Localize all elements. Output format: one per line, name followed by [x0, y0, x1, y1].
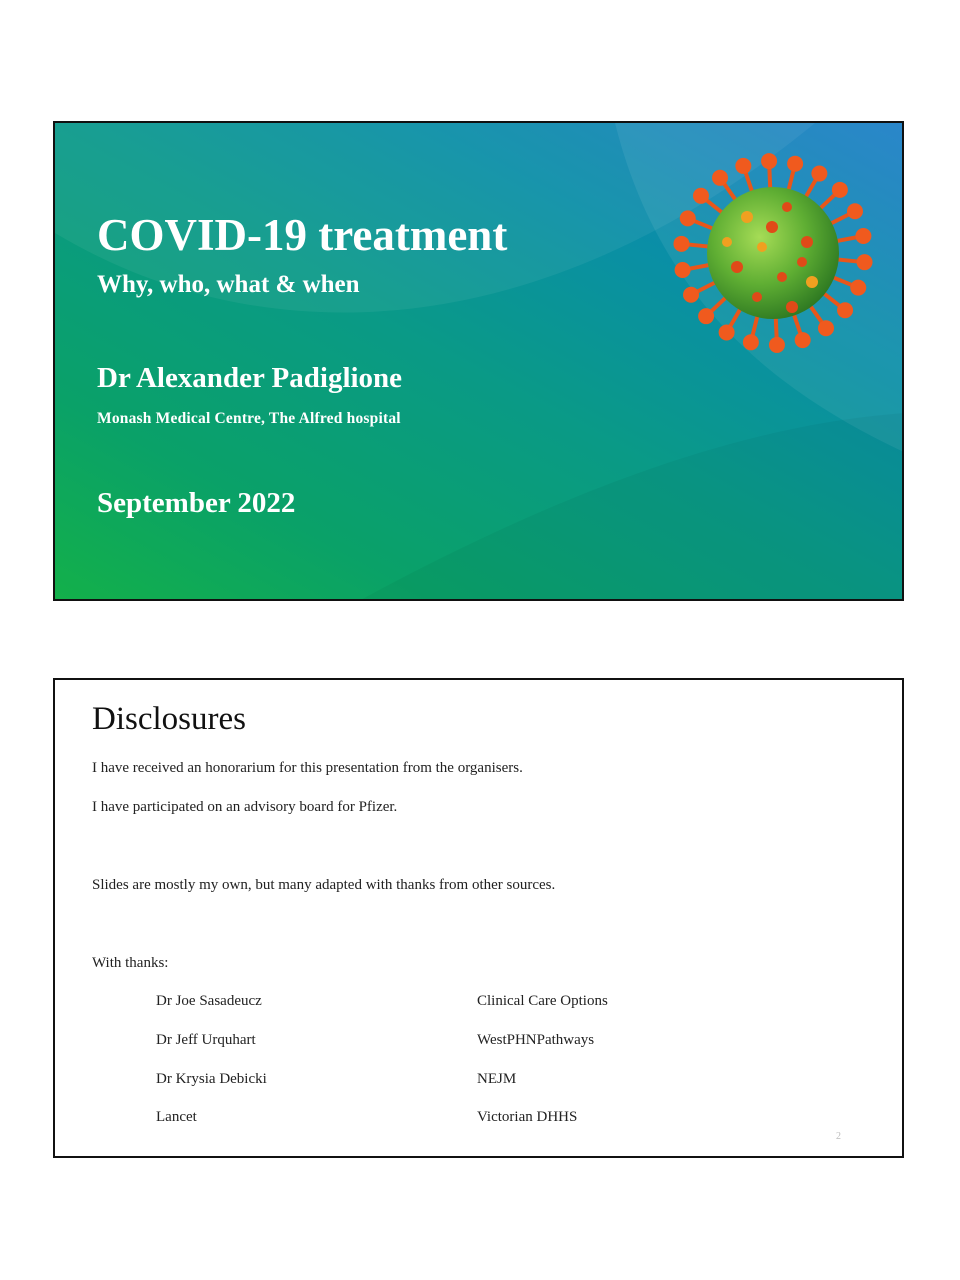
thanks-item: Victorian DHHS [477, 1109, 578, 1125]
virus-surface-protein [797, 257, 807, 267]
virus-spike-head [680, 210, 696, 226]
virus-spike-head [795, 332, 811, 348]
virus-spike-head [719, 324, 735, 340]
virus-spike-head [818, 320, 834, 336]
thanks-item: Clinical Care Options [477, 993, 608, 1009]
slides-sources-note: Slides are mostly my own, but many adapted with thanks from other sources. [92, 877, 556, 893]
disclosures-slide [53, 678, 904, 1158]
virus-spike-head [675, 262, 691, 278]
virus-spike-head [837, 302, 853, 318]
virus-spike-head [761, 153, 777, 169]
virus-spike-head [693, 188, 709, 204]
presentation-date: September 2022 [97, 487, 296, 519]
virus-surface-protein [757, 242, 767, 252]
slide-title: Disclosures [92, 701, 246, 737]
presenter-affiliation: Monash Medical Centre, The Alfred hospital [97, 410, 401, 427]
disclosure-honorarium: I have received an honorarium for this presentation from the organisers. [92, 760, 523, 776]
thanks-item: Dr Krysia Debicki [156, 1071, 267, 1087]
virus-spike-head [857, 254, 873, 270]
presentation-subtitle: Why, who, what & when [97, 271, 360, 298]
virus-spike-head [850, 280, 866, 296]
virus-surface-protein [731, 261, 743, 273]
coronavirus-image [667, 147, 879, 359]
virus-surface-protein [722, 237, 732, 247]
page-number: 2 [836, 1131, 841, 1142]
virus-surface-protein [766, 221, 778, 233]
virus-spike-head [847, 203, 863, 219]
disclosure-advisory-board: I have participated on an advisory board for Pfizer. [92, 799, 398, 815]
virus-spike-head [712, 170, 728, 186]
thanks-item: NEJM [477, 1071, 517, 1087]
virus-surface-protein [786, 301, 798, 313]
virus-spike-head [683, 287, 699, 303]
virus-spike-head [698, 308, 714, 324]
presenter-name: Dr Alexander Padiglione [97, 362, 403, 394]
virus-spike-head [811, 166, 827, 182]
virus-surface-protein [806, 276, 818, 288]
thanks-item: Dr Joe Sasadeucz [156, 993, 262, 1009]
virus-spike-head [673, 236, 689, 252]
thanks-item: Dr Jeff Urquhart [156, 1032, 256, 1048]
thanks-heading: With thanks: [92, 955, 169, 971]
virus-spike-head [787, 156, 803, 172]
virus-spike-head [769, 337, 785, 353]
presentation-title: COVID-19 treatment [97, 210, 508, 260]
thanks-item: Lancet [156, 1109, 197, 1125]
virus-surface-protein [801, 236, 813, 248]
virus-spike-head [832, 182, 848, 198]
virus-surface-protein [777, 272, 787, 282]
virus-spike-head [743, 334, 759, 350]
virus-spike-head [735, 158, 751, 174]
title-slide [53, 121, 904, 601]
thanks-item: WestPHNPathways [477, 1032, 595, 1048]
virus-surface-protein [752, 292, 762, 302]
virus-surface-protein [741, 211, 753, 223]
virus-surface-protein [782, 202, 792, 212]
virus-spike-head [855, 228, 871, 244]
